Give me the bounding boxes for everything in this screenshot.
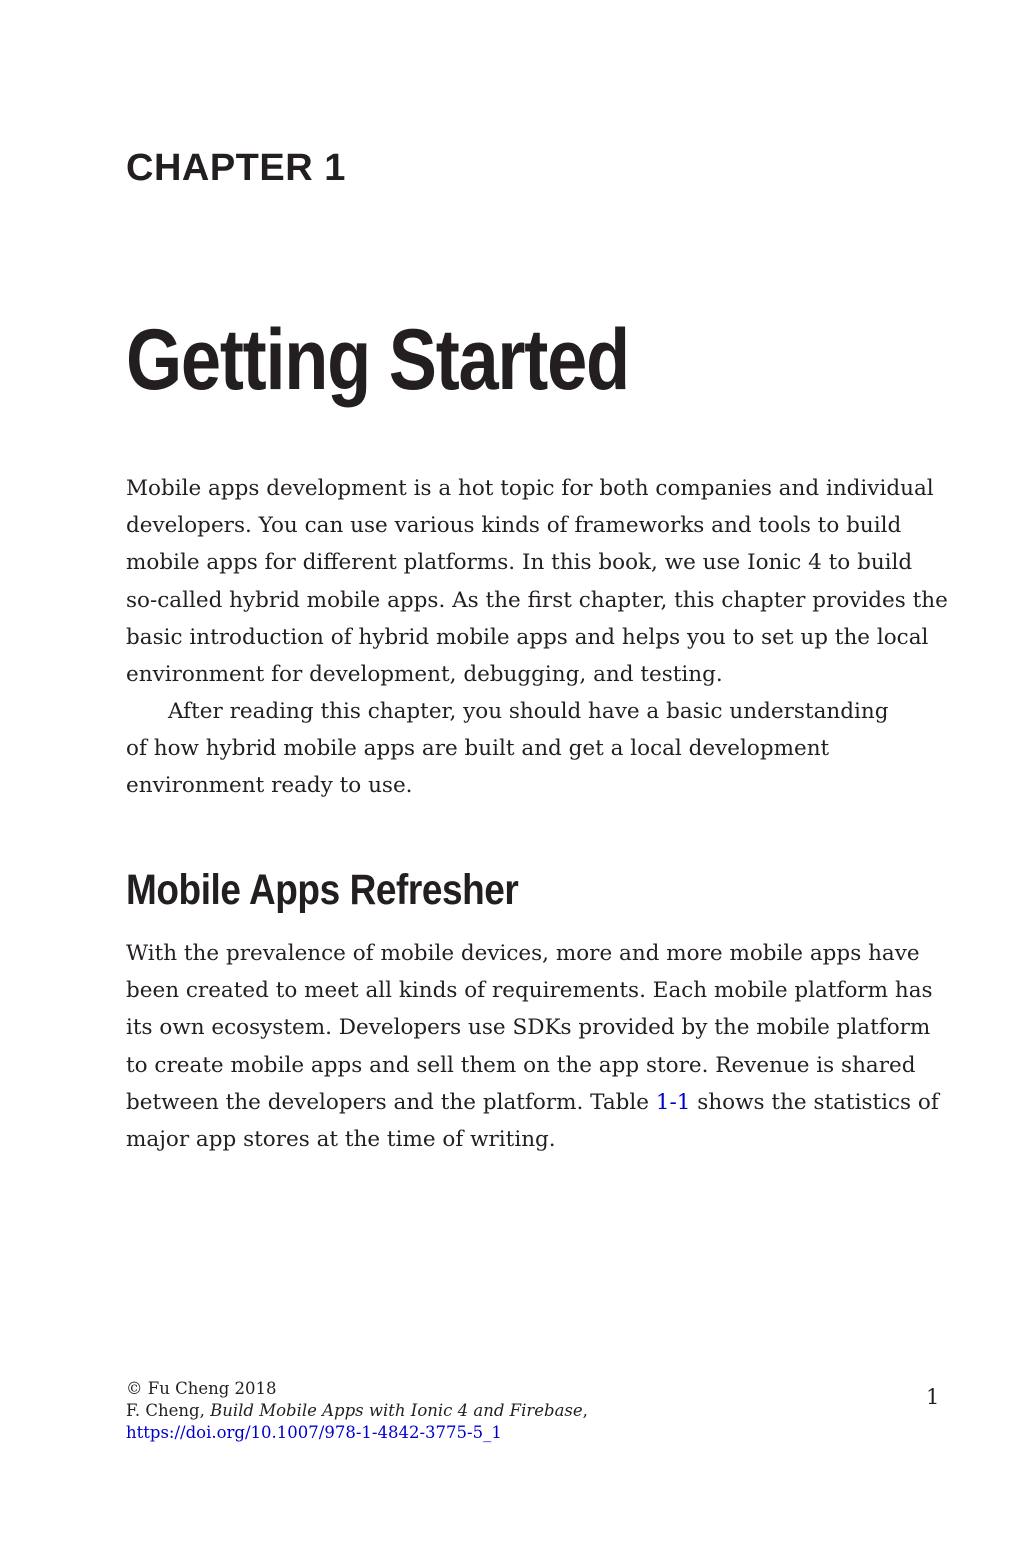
- section-paragraph: [126, 935, 939, 1158]
- doi-line: [126, 1422, 588, 1444]
- citation-author: F. Cheng,: [126, 1401, 211, 1420]
- text-line: environment for development, debugging, and testing.: [126, 661, 723, 687]
- copyright-notice: © Fu Cheng 2018: [126, 1379, 277, 1398]
- intro-paragraph-1: [126, 470, 948, 693]
- text-segment: between the developers and the platform. Table: [126, 1089, 656, 1115]
- text-line: Mobile apps development is a hot topic for both companies and individual: [126, 476, 934, 501]
- text-line: basic introduction of hybrid mobile apps and helps you to set up the local: [126, 624, 929, 650]
- doi-link[interactable]: https://doi.org/10.1007/978-1-4842-3775-5_1: [126, 1423, 502, 1442]
- text-line: environment ready to use.: [126, 773, 413, 799]
- text-line: been created to meet all kinds of requirements. Each mobile platform has: [126, 978, 933, 1004]
- citation: [126, 1400, 588, 1422]
- chapter-label: CHAPTER 1: [126, 147, 346, 189]
- text-line: After reading this chapter, you should have a basic understanding: [168, 699, 889, 724]
- text-line: mobile apps for different platforms. In this book, we use Ionic 4 to build: [126, 550, 913, 576]
- intro-paragraph-2: [126, 693, 888, 805]
- text-line: of how hybrid mobile apps are built and get a local development: [126, 736, 830, 762]
- text-line: major app stores at the time of writing.: [126, 1126, 556, 1152]
- page-footer: [126, 1378, 588, 1444]
- section-heading: Mobile Apps Refresher: [126, 866, 519, 914]
- text-line: With the prevalence of mobile devices, more and more mobile apps have: [126, 941, 920, 966]
- citation-punctuation: ,: [582, 1401, 588, 1420]
- page-number: 1: [926, 1385, 940, 1409]
- text-line: so-called hybrid mobile apps. As the first chapter, this chapter provides the: [126, 587, 948, 613]
- text-line: its own ecosystem. Developers use SDKs provided by the mobile platform: [126, 1015, 931, 1041]
- citation-book-title: Build Mobile Apps with Ionic 4 and Firebase: [210, 1401, 583, 1420]
- text-segment: shows the statistics of: [690, 1089, 939, 1115]
- text-line-with-link: [126, 1084, 939, 1121]
- chapter-title: Getting Started: [126, 312, 629, 408]
- table-reference-link[interactable]: 1-1: [655, 1089, 691, 1115]
- text-line: to create mobile apps and sell them on the app store. Revenue is shared: [126, 1052, 916, 1078]
- text-line: developers. You can use various kinds of frameworks and tools to build: [126, 513, 902, 539]
